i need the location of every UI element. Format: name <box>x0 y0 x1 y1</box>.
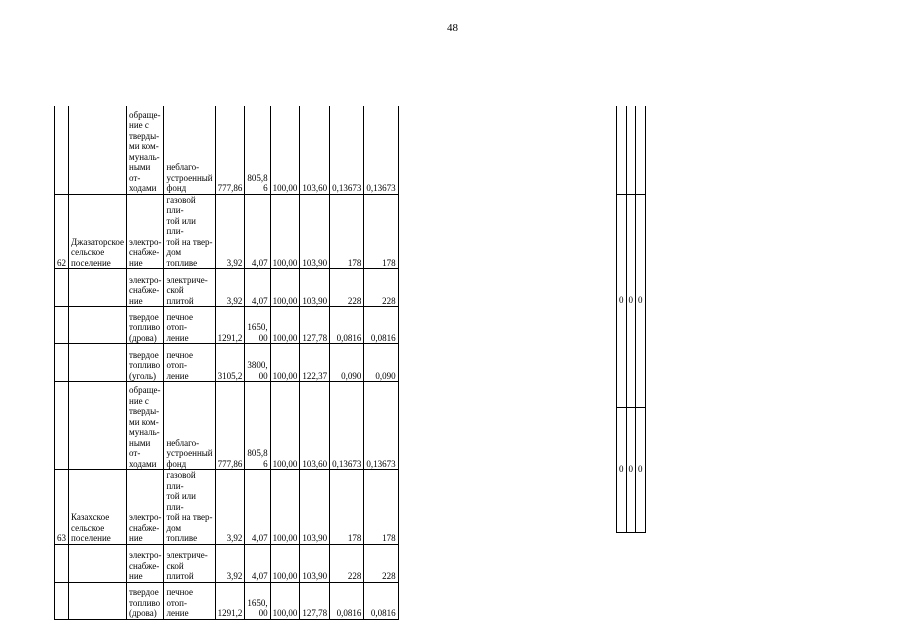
percent-1-cell: 100,00 <box>270 106 300 194</box>
value-2-cell: 3800, 00 <box>245 344 270 382</box>
heating-type-cell: печное отоп- ление <box>164 582 215 619</box>
value-1-cell: 3,92 <box>215 470 245 545</box>
tariff-2-cell: 0,13673 <box>364 382 398 470</box>
tariff-1-cell: 0,13673 <box>330 106 364 194</box>
heating-type-cell: неблаго- устроенный фонд <box>164 106 215 194</box>
settlement-cell <box>69 307 127 344</box>
index-value-3: 0 <box>636 194 646 407</box>
tariff-1-cell: 0,090 <box>330 344 364 382</box>
resource-cell: обраще- ние с тверды- ми ком- муналь- ными от- ходами <box>127 106 164 194</box>
value-1-cell: 1291,2 <box>215 307 245 344</box>
tariff-2-cell: 0,0816 <box>364 582 398 619</box>
row-number-cell <box>55 307 69 344</box>
value-1-cell: 3,92 <box>215 544 245 582</box>
percent-2-cell: 103,90 <box>300 269 330 307</box>
heating-type-cell: печное отоп- ление <box>164 344 215 382</box>
value-1-cell: 777,86 <box>215 106 245 194</box>
index-row <box>617 106 646 194</box>
index-row <box>617 407 646 532</box>
percent-2-cell: 103,90 <box>300 194 330 269</box>
settlement-cell <box>69 544 127 582</box>
index-value-3: 0 <box>636 407 646 532</box>
row-number-cell <box>55 106 69 194</box>
percent-2-cell: 127,78 <box>300 582 330 619</box>
table-row <box>55 382 399 470</box>
index-row <box>617 194 646 407</box>
row-number-cell: 62 <box>55 194 69 269</box>
tariff-1-cell: 178 <box>330 194 364 269</box>
table-row <box>55 582 399 619</box>
page-number: 48 <box>447 22 458 34</box>
row-number-cell <box>55 382 69 470</box>
resource-cell: электро- снабже- ние <box>127 194 164 269</box>
percent-2-cell: 103,60 <box>300 106 330 194</box>
percent-2-cell: 103,90 <box>300 470 330 545</box>
settlement-cell <box>69 106 127 194</box>
tariff-table <box>54 106 399 620</box>
row-number-cell <box>55 344 69 382</box>
tariff-2-cell: 0,13673 <box>364 106 398 194</box>
table-row <box>55 194 399 269</box>
percent-1-cell: 100,00 <box>270 544 300 582</box>
percent-2-cell: 103,60 <box>300 382 330 470</box>
settlement-cell: Казахское сельское поселение <box>69 470 127 545</box>
row-number-cell <box>55 582 69 619</box>
value-1-cell: 3,92 <box>215 194 245 269</box>
value-2-cell: 1650, 00 <box>245 582 270 619</box>
value-1-cell: 3105,2 <box>215 344 245 382</box>
tariff-2-cell: 178 <box>364 194 398 269</box>
resource-cell: твердое топливо (дрова) <box>127 582 164 619</box>
value-1-cell: 777,86 <box>215 382 245 470</box>
tariff-2-cell: 228 <box>364 544 398 582</box>
resource-cell: электро- снабже- ние <box>127 544 164 582</box>
percent-1-cell: 100,00 <box>270 269 300 307</box>
value-2-cell: 4,07 <box>245 470 270 545</box>
value-2-cell: 4,07 <box>245 544 270 582</box>
value-2-cell: 1650, 00 <box>245 307 270 344</box>
settlement-cell: Джазаторское сельское поселение <box>69 194 127 269</box>
index-value-2: 0 <box>626 194 636 407</box>
percent-2-cell: 127,78 <box>300 307 330 344</box>
table-row <box>55 470 399 545</box>
percent-1-cell: 100,00 <box>270 307 300 344</box>
value-1-cell: 1291,2 <box>215 582 245 619</box>
tariff-2-cell: 0,090 <box>364 344 398 382</box>
value-2-cell: 4,07 <box>245 269 270 307</box>
tariff-2-cell: 178 <box>364 470 398 545</box>
value-1-cell: 3,92 <box>215 269 245 307</box>
percent-1-cell: 100,00 <box>270 194 300 269</box>
tariff-1-cell: 228 <box>330 544 364 582</box>
row-number-cell <box>55 544 69 582</box>
heating-type-cell: газовой пли- той или пли- той на твер- дом топливе <box>164 194 215 269</box>
table-row <box>55 269 399 307</box>
value-2-cell: 805,8 6 <box>245 382 270 470</box>
tariff-1-cell: 0,0816 <box>330 582 364 619</box>
tariff-1-cell: 0,13673 <box>330 382 364 470</box>
heating-type-cell: газовой пли- той или пли- той на твер- дом топливе <box>164 470 215 545</box>
heating-type-cell: печное отоп- ление <box>164 307 215 344</box>
resource-cell: электро- снабже- ние <box>127 470 164 545</box>
tariff-1-cell: 228 <box>330 269 364 307</box>
table-row <box>55 106 399 194</box>
index-value-1: 0 <box>617 194 627 407</box>
resource-cell: твердое топливо (дрова) <box>127 307 164 344</box>
percent-1-cell: 100,00 <box>270 382 300 470</box>
index-value-1 <box>617 106 627 194</box>
tariff-1-cell: 178 <box>330 470 364 545</box>
percent-2-cell: 122,37 <box>300 344 330 382</box>
row-number-cell: 63 <box>55 470 69 545</box>
tariff-2-cell: 228 <box>364 269 398 307</box>
heating-type-cell: неблаго- устроенный фонд <box>164 382 215 470</box>
value-2-cell: 805,8 6 <box>245 106 270 194</box>
index-value-2: 0 <box>626 407 636 532</box>
table-row <box>55 344 399 382</box>
table-row <box>55 307 399 344</box>
resource-cell: электро- снабже- ние <box>127 269 164 307</box>
value-2-cell: 4,07 <box>245 194 270 269</box>
resource-cell: твердое топливо (уголь) <box>127 344 164 382</box>
percent-1-cell: 100,00 <box>270 470 300 545</box>
index-value-1: 0 <box>617 407 627 532</box>
tariff-1-cell: 0,0816 <box>330 307 364 344</box>
index-value-3 <box>636 106 646 194</box>
tariff-2-cell: 0,0816 <box>364 307 398 344</box>
settlement-cell <box>69 382 127 470</box>
heating-type-cell: электриче- ской плитой <box>164 544 215 582</box>
heating-type-cell: электриче- ской плитой <box>164 269 215 307</box>
resource-cell: обраще- ние с тверды- ми ком- муналь- ными от- ходами <box>127 382 164 470</box>
index-value-2 <box>626 106 636 194</box>
settlement-cell <box>69 269 127 307</box>
percent-1-cell: 100,00 <box>270 582 300 619</box>
percent-1-cell: 100,00 <box>270 344 300 382</box>
percent-2-cell: 103,90 <box>300 544 330 582</box>
row-number-cell <box>55 269 69 307</box>
settlement-cell <box>69 344 127 382</box>
index-table <box>616 106 646 533</box>
table-row <box>55 544 399 582</box>
settlement-cell <box>69 582 127 619</box>
